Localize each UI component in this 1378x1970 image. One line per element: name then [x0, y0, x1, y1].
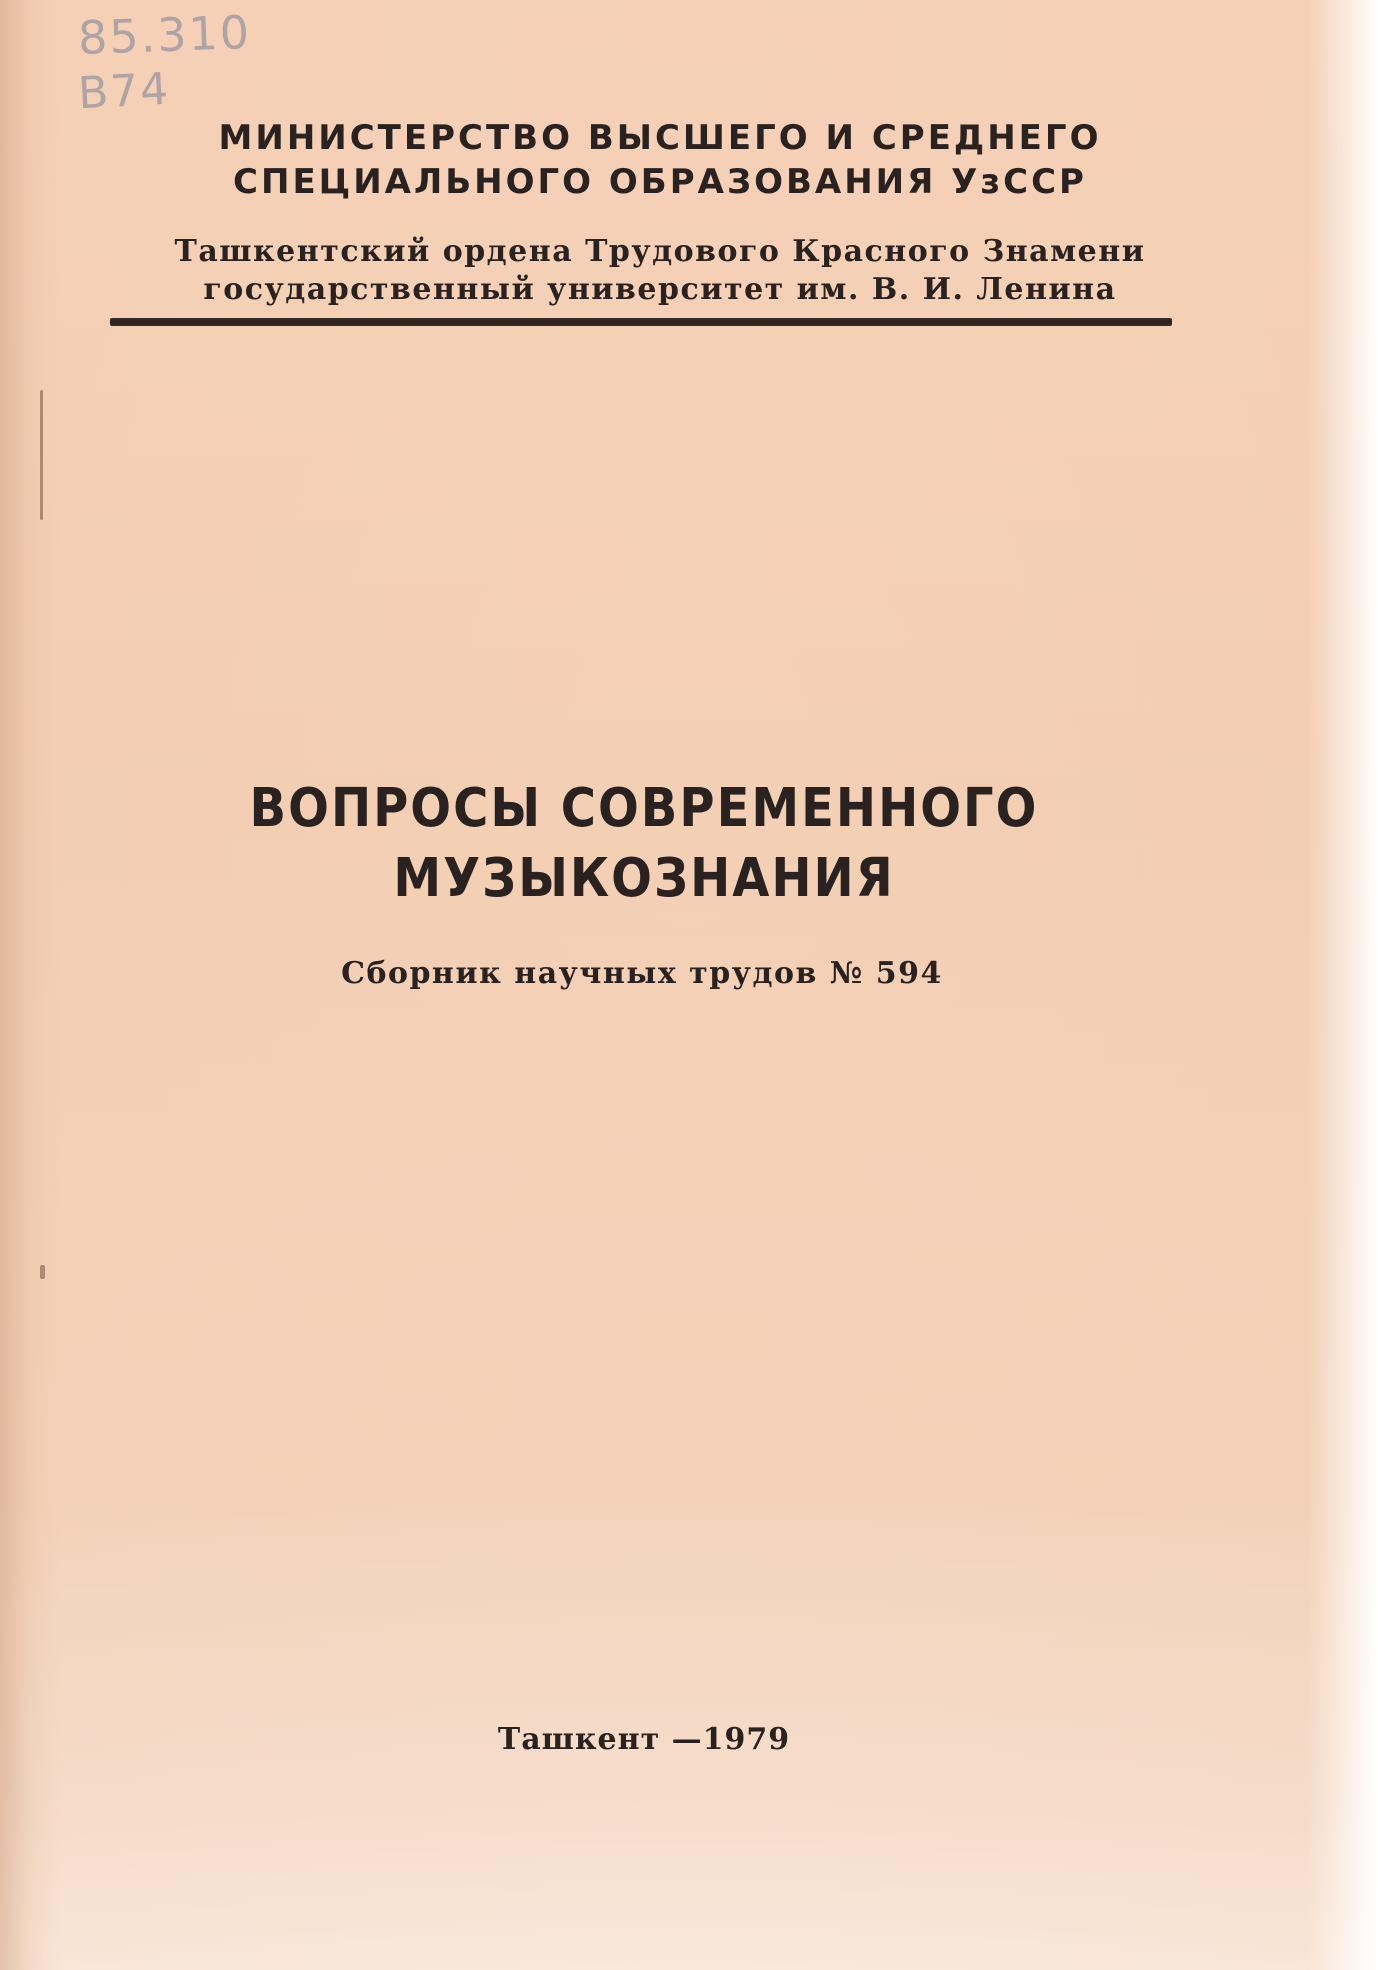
- imprint-place-year: Ташкент —1979: [497, 1722, 791, 1757]
- ministry-line-2: СПЕЦИАЛЬНОГО ОБРАЗОВАНИЯ УзССР: [233, 162, 1087, 202]
- university-line-2: государственный университет им. В. И. Ленина: [203, 272, 1117, 307]
- collection-subtitle: Сборник научных трудов № 594: [341, 956, 943, 991]
- title-line-1: ВОПРОСЫ СОВРЕМЕННОГО: [249, 776, 1039, 840]
- header-rule: [110, 318, 1172, 326]
- title-line-2: МУЗЫКОЗНАНИЯ: [393, 846, 895, 910]
- handwritten-shelf-mark: 85.310: [77, 4, 252, 66]
- handwritten-shelf-mark: B74: [76, 63, 172, 120]
- ministry-line-1: МИНИСТЕРСТВО ВЫСШЕГО И СРЕДНЕГО: [218, 118, 1102, 158]
- university-line-1: Ташкентский ордена Трудового Красного Знамени: [174, 234, 1146, 269]
- binding-mark: [40, 1265, 45, 1279]
- binding-mark: [40, 390, 43, 520]
- page-edge: [1308, 0, 1378, 1970]
